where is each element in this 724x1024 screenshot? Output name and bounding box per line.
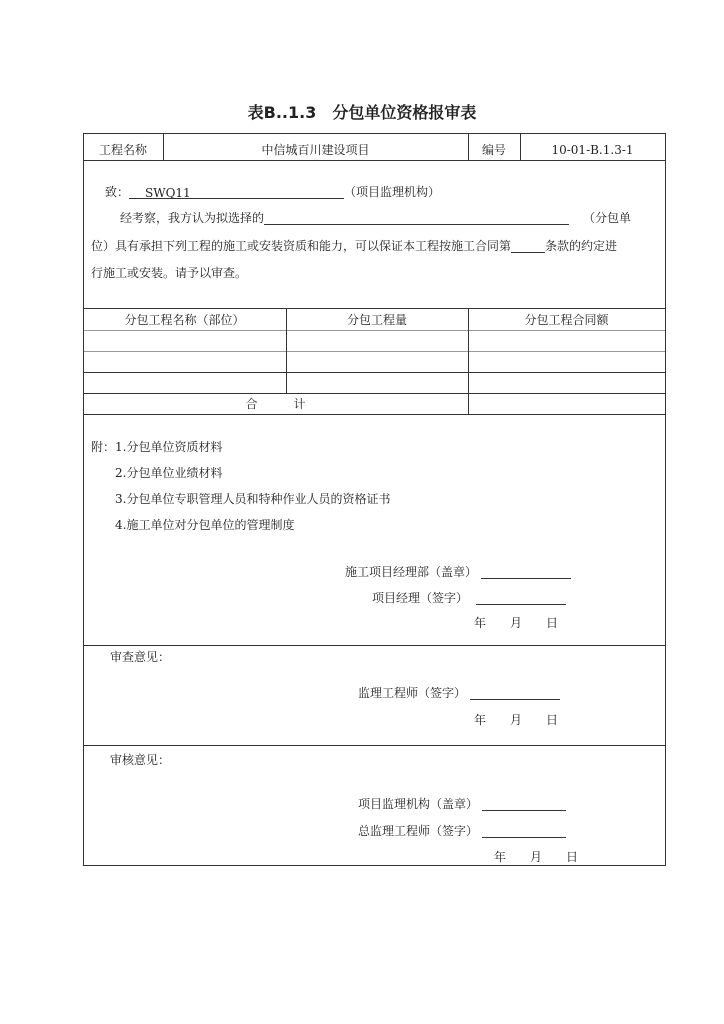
agency-seal-line (358, 797, 566, 811)
seal-field[interactable] (482, 797, 566, 811)
total-label: 合 计 (245, 397, 306, 411)
sign-field[interactable] (470, 686, 560, 700)
attachment-item: 附：1.分包单位资质材料 (91, 440, 223, 454)
audit-label: 审核意见： (110, 753, 171, 767)
page-title: 表B..1.3 分包单位资格报审表 (247, 103, 477, 122)
sign-field[interactable] (482, 824, 566, 838)
date: 年 月 日 (494, 850, 579, 864)
attachment-item: 2.分包单位业绩材料 (115, 466, 223, 480)
intro-line-2 (91, 239, 617, 253)
date: 年 月 日 (474, 616, 559, 630)
intro-text: 位）具有承担下列工程的施工或安装资质和能力，可以保证本工程按施工合同第 (91, 239, 512, 253)
intro-line-3: 行施工或安装。请予以审查。 (91, 266, 248, 280)
border (83, 745, 665, 746)
border (83, 330, 665, 331)
to-label: 致： (105, 185, 130, 199)
review-label: 审查意见： (110, 650, 171, 664)
number-value[interactable]: 10-01-B.1.3-1 (551, 143, 634, 157)
border (665, 133, 666, 866)
chief-sign-line (358, 824, 566, 838)
sign-label: 总监理工程师（签字） (358, 824, 479, 838)
intro-line-1 (120, 211, 631, 225)
clause-field[interactable] (511, 239, 545, 253)
border (83, 160, 665, 161)
attachment-item: 3.分包单位专职管理人员和特种作业人员的资格证书 (115, 492, 391, 506)
date: 年 月 日 (474, 713, 559, 727)
project-value[interactable]: 中信城百川建设项目 (261, 143, 370, 157)
border (83, 133, 665, 134)
border (83, 372, 665, 373)
to-line (105, 185, 440, 199)
col-header-amount: 分包工程合同额 (524, 313, 609, 327)
border (83, 414, 665, 415)
border (83, 645, 665, 646)
sign-label: 监理工程师（签字） (358, 686, 467, 700)
contractor-seal-line (345, 565, 571, 579)
sign-field[interactable] (476, 591, 566, 605)
engineer-sign-line (358, 686, 560, 700)
to-value[interactable]: SWQ11 (129, 186, 344, 199)
subcontractor-field[interactable] (264, 211, 569, 225)
to-suffix: （项目监理机构） (344, 185, 441, 199)
seal-label: 施工项目经理部（盖章） (345, 565, 478, 579)
border (83, 308, 665, 309)
border (83, 393, 665, 394)
manager-sign-line (372, 591, 566, 605)
number-label: 编号 (481, 143, 506, 157)
seal-label: 项目监理机构（盖章） (358, 797, 479, 811)
col-header-quantity: 分包工程量 (346, 313, 407, 327)
border (83, 133, 84, 866)
col-header-name: 分包工程名称（部位） (124, 313, 245, 327)
intro-text: 条款的约定进 (545, 239, 618, 253)
sign-label: 项目经理（签字） (372, 591, 469, 605)
seal-field[interactable] (481, 565, 571, 579)
border (83, 865, 665, 866)
border (83, 351, 665, 352)
attachment-item: 4.施工单位对分包单位的管理制度 (115, 518, 295, 532)
intro-text: 经考察，我方认为拟选择的 (120, 211, 265, 225)
intro-text: （分包单 (583, 211, 632, 225)
project-label: 工程名称 (98, 143, 147, 157)
